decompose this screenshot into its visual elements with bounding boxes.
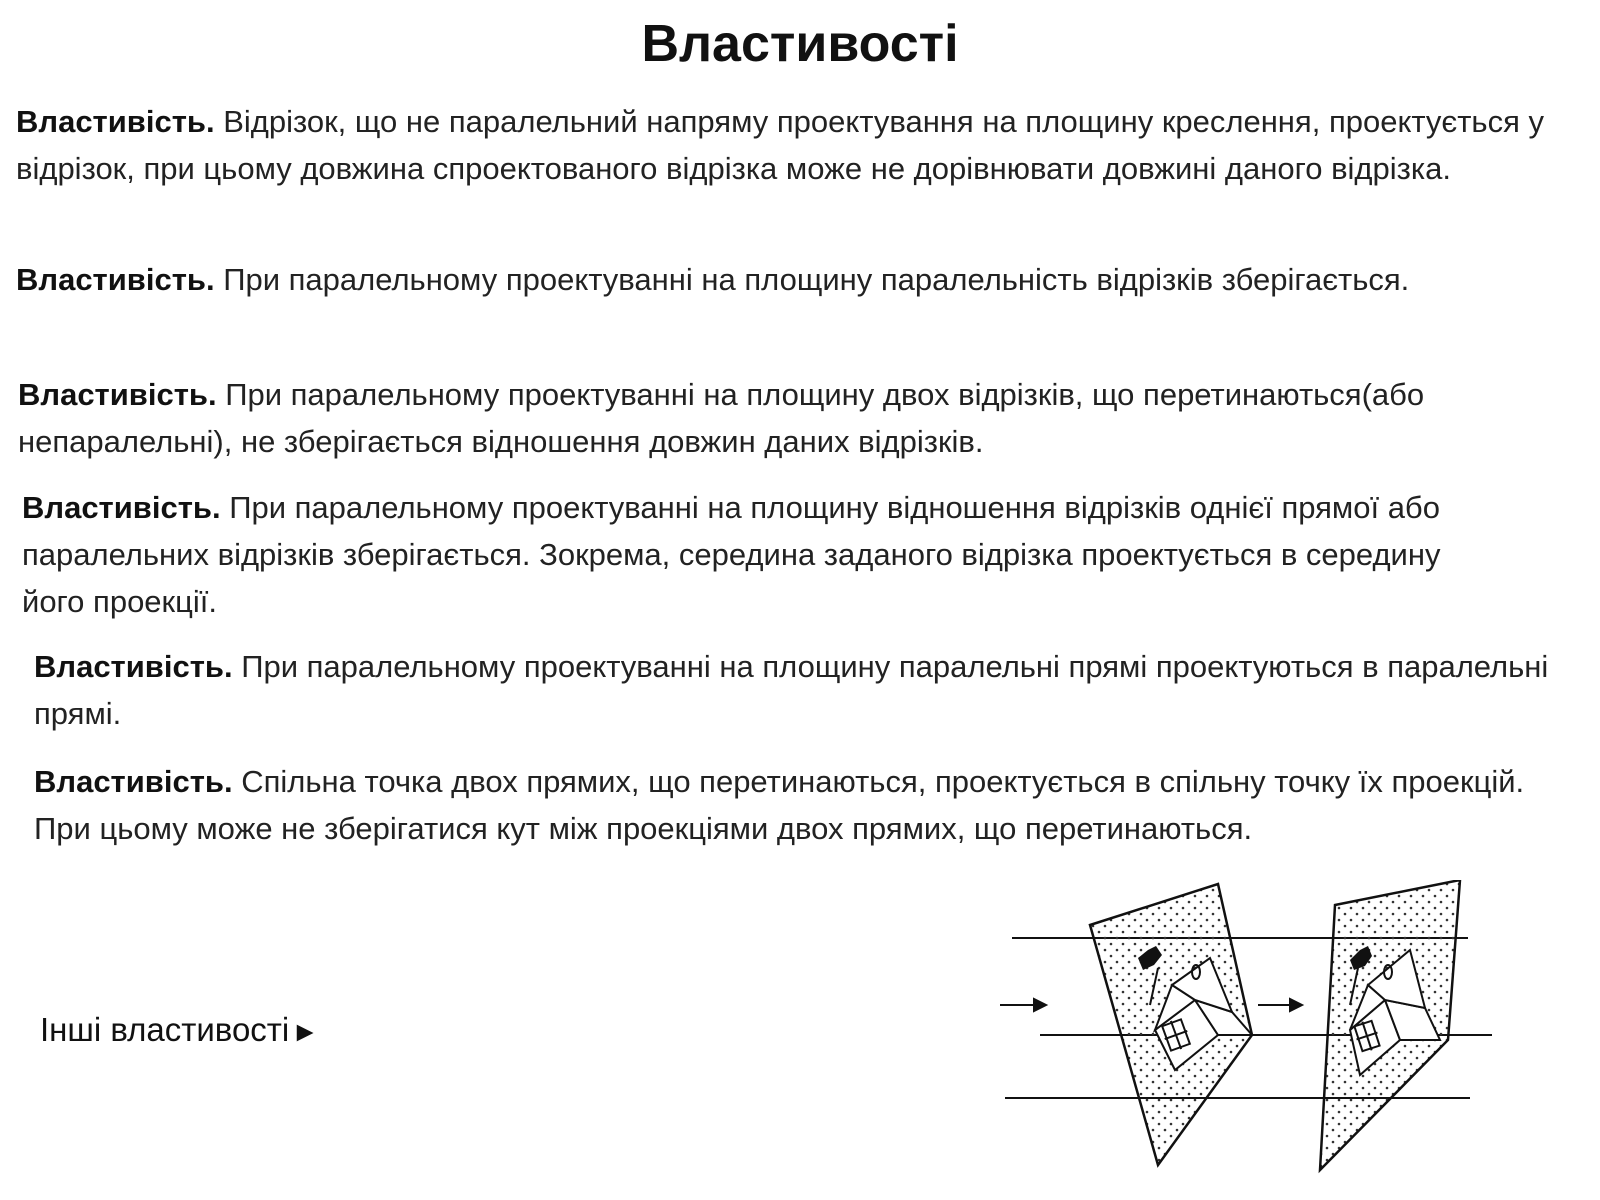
property-2 [16,256,1446,303]
property-5 [34,643,1584,737]
left-plane-with-house [1090,884,1252,1165]
other-properties-link[interactable] [40,1006,319,1055]
property-text: Спільна точка двох прямих, що перетинаються, проектується в спільну точку їх проекцій. При цьому може не зберігатися кут між проекціями двох прямих, що перетинаються. [34,764,1525,846]
property-text: При паралельному проектуванні на площину паралельність відрізків зберігається. [214,262,1410,297]
property-text: Відрізок, що не паралельний напряму проектування на площину креслення, проектується у відрізок, при цьому довжина спроектованого відрізка може не дорівнювати довжині даного відрізка. [16,104,1544,186]
property-label: Властивість. [18,377,217,412]
right-plane-with-house [1320,880,1460,1170]
property-label: Властивість. [22,490,221,525]
property-label: Властивість. [34,649,233,684]
property-text: При паралельному проектуванні на площину паралельні прямі проектуються в паралельні прямі. [34,649,1549,731]
property-3 [18,371,1558,465]
property-text: При паралельному проектуванні на площину двох відрізків, що перетинаються(або непаралельні), не зберігається відношення довжин даних відрізків. [18,377,1425,459]
property-1 [16,98,1566,192]
other-properties-label: Інші властивості [40,1011,290,1048]
property-text: При паралельному проектуванні на площину відношення відрізків однієї прямої або паралельних відрізків зберігається. Зокрема, середина заданого відрізка проектується в середину його проекції. [22,490,1441,619]
property-label: Властивість. [16,262,215,297]
page-title: Властивості [641,15,959,73]
property-label: Властивість. [34,764,233,799]
play-arrow-icon: ► [291,1016,319,1047]
property-4 [22,484,1502,625]
property-6 [34,758,1564,852]
parallel-projection-illustration [1000,880,1520,1200]
property-label: Властивість. [16,104,215,139]
